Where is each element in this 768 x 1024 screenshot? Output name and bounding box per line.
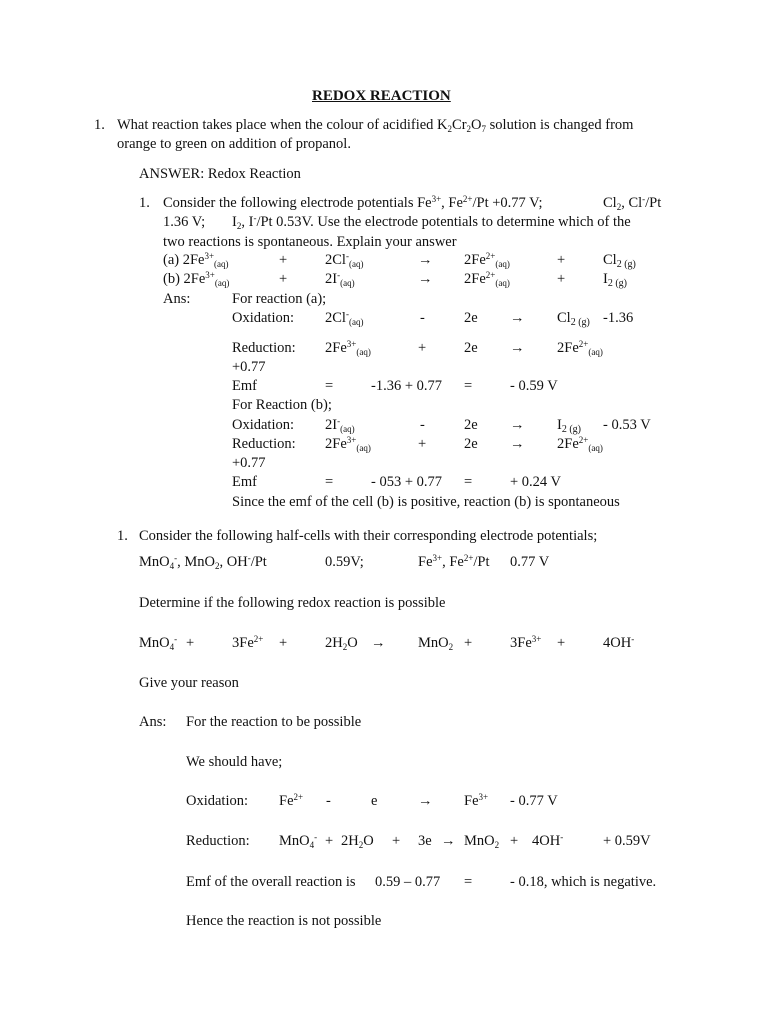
reduction-product-1: MnO$_2$ (464, 833, 500, 850)
oxidation-a-species: $2Cl^-_{(aq)}$ (325, 309, 364, 327)
plus-sign: + (464, 635, 473, 651)
equals-sign: = (325, 474, 334, 490)
conclusion-2: Hence the reaction is not possible (186, 913, 382, 929)
half-cell-1: MnO$_4$-, MnO$_2$, OH-/Pt (139, 553, 267, 571)
arrow-icon: → (441, 833, 456, 849)
emf-text: Emf of the overall reaction is (186, 874, 356, 890)
reaction-b-reactant-1: (b) $2Fe^{3+}_{(aq)}$ (163, 270, 230, 288)
chlorine-couple: $Cl_2$, Cl-/Pt (603, 194, 662, 212)
overall-product-1: MnO$_2$ (418, 635, 454, 652)
minus-sign: - (420, 417, 425, 433)
plus-sign: + (279, 635, 288, 651)
for-reaction-b: For Reaction (b); (232, 397, 332, 413)
sub-question-number: 1. (139, 195, 150, 211)
sub-question-line-2a: 1.36 V; (163, 214, 206, 230)
equals-sign: = (464, 378, 473, 394)
arrow-icon: → (510, 340, 525, 356)
emf-a-result: - 0.59 V (510, 378, 558, 394)
electrons: 2e (464, 310, 478, 326)
plus-sign: + (557, 635, 566, 651)
overall-product-3: 4OH- (603, 634, 635, 651)
oxidation-a-potential: -1.36 (603, 310, 634, 326)
reduction-a-potential: +0.77 (232, 359, 266, 375)
oxidation-product: $Fe^{3+}$ (464, 792, 489, 809)
plus-sign: + (510, 833, 519, 849)
oxidation-species: $Fe^{2+}$ (279, 792, 304, 809)
overall-product-2: $3Fe^{3+}$ (510, 634, 542, 651)
plus-sign: + (279, 252, 288, 268)
question-number: 1. (94, 117, 105, 133)
emf-a-calculation: -1.36 + 0.77 (371, 378, 443, 394)
emf-calculation: 0.59 – 0.77 (375, 874, 441, 890)
section-2-intro: Consider the following half-cells with their corresponding electrode potentials; (139, 528, 598, 544)
oxidation-label: Oxidation: (232, 417, 295, 433)
plus-sign: + (186, 635, 195, 651)
arrow-icon: → (510, 436, 525, 452)
reaction-b-product-2: $I_{2 (g)}$ (603, 271, 628, 289)
emf-label: Emf (232, 378, 257, 394)
plus-sign: + (325, 833, 334, 849)
reduction-potential: + 0.59V (603, 833, 651, 849)
ans-label: Ans: (163, 291, 191, 307)
for-possible: For the reaction to be possible (186, 714, 362, 730)
plus-sign: + (557, 252, 566, 268)
oxidation-b-product: $I_{2 (g)}$ (557, 417, 582, 435)
half-cell-2-potential: 0.77 V (510, 554, 550, 570)
reduction-product-2: 4OH- (532, 832, 564, 849)
electrons: 2e (464, 417, 478, 433)
determine-line: Determine if the following redox reaction is possible (139, 595, 446, 611)
reduction-water: $2H_2O$ (341, 833, 374, 850)
emf-result: - 0.18, which is negative. (510, 874, 657, 890)
question-line-1: What reaction takes place when the colour of acidified $K_2Cr_2O_7$ solution is changed from (117, 117, 634, 134)
emf-label: Emf (232, 474, 257, 490)
oxidation-b-species: $2I^-_{(aq)}$ (325, 416, 355, 434)
reduction-b-species: $2Fe^{3+}_{(aq)}$ (325, 435, 371, 453)
equals-sign: = (325, 378, 334, 394)
answer-line: ANSWER: Redox Reaction (139, 166, 301, 182)
for-reaction-a: For reaction (a); (232, 291, 327, 307)
reaction-b-reactant-2: $2I^-_{(aq)}$ (325, 270, 355, 288)
electrons: 2e (464, 436, 478, 452)
reduction-label: Reduction: (232, 340, 296, 356)
overall-reactant-3: $2H_2O$ (325, 635, 358, 652)
sub-question-line-2b: $I_2$, I-/Pt 0.53V. Use the electrode potentials to determine which of the (232, 213, 631, 231)
plus-sign: + (279, 271, 288, 287)
reaction-a-product-1: $2Fe^{2+}_{(aq)}$ (464, 251, 510, 269)
reaction-a-reactant-1: (a) $2Fe^{3+}_{(aq)}$ (163, 251, 229, 269)
arrow-icon: → (371, 635, 386, 651)
minus-sign: - (420, 310, 425, 326)
reaction-b-product-1: $2Fe^{2+}_{(aq)}$ (464, 270, 510, 288)
sub-question-number: 1. (117, 528, 128, 544)
reduction-species: MnO$_4$- (279, 832, 318, 850)
reduction-b-product: $2Fe^{2+}_{(aq)}$ (557, 435, 603, 453)
reaction-a-product-2: $Cl_{2 (g)}$ (603, 252, 636, 270)
reduction-a-product: $2Fe^{2+}_{(aq)}$ (557, 339, 603, 357)
emf-b-calculation: - 053 + 0.77 (371, 474, 443, 490)
reaction-a-reactant-2: $2Cl^-_{(aq)}$ (325, 251, 364, 269)
electrons: 3e (418, 833, 432, 849)
oxidation-potential: - 0.77 V (510, 793, 558, 809)
half-cell-1-potential: 0.59V; (325, 554, 364, 570)
electron: e (371, 793, 378, 809)
plus-sign: + (418, 340, 427, 356)
arrow-icon: → (418, 271, 433, 287)
emf-b-result: + 0.24 V (510, 474, 562, 490)
oxidation-label: Oxidation: (232, 310, 295, 326)
plus-sign: + (418, 436, 427, 452)
oxidation-b-potential: - 0.53 V (603, 417, 651, 433)
give-reason: Give your reason (139, 675, 239, 691)
sub-question-line-1: Consider the following electrode potentials $Fe^{3+}$, $Fe^{2+}/Pt +0.77$ V; (163, 194, 543, 211)
arrow-icon: → (510, 310, 525, 326)
overall-reactant-2: $3Fe^{2+}$ (232, 634, 264, 651)
conclusion-1: Since the emf of the cell (b) is positive, reaction (b) is spontaneous (232, 494, 620, 510)
electrons: 2e (464, 340, 478, 356)
sub-question-line-3: two reactions is spontaneous. Explain your answer (163, 234, 457, 250)
arrow-icon: → (418, 793, 433, 809)
page-title: REDOX REACTION (312, 88, 451, 104)
question-line-2: orange to green on addition of propanol. (117, 136, 351, 152)
reduction-b-potential: +0.77 (232, 455, 266, 471)
minus-sign: - (326, 793, 331, 809)
reduction-a-species: $2Fe^{3+}_{(aq)}$ (325, 339, 371, 357)
equals-sign: = (464, 874, 473, 890)
half-cell-2: $Fe^{3+}$, $Fe^{2+}/Pt$ (418, 553, 490, 570)
oxidation-a-product: $Cl_{2 (g)}$ (557, 310, 590, 328)
ans-label: Ans: (139, 714, 167, 730)
plus-sign: + (557, 271, 566, 287)
reduction-label: Reduction: (186, 833, 250, 849)
arrow-icon: → (418, 252, 433, 268)
reduction-label: Reduction: (232, 436, 296, 452)
equals-sign: = (464, 474, 473, 490)
should-have: We should have; (186, 754, 283, 770)
arrow-icon: → (510, 417, 525, 433)
overall-reactant-1: MnO$_4$- (139, 634, 178, 652)
oxidation-label: Oxidation: (186, 793, 249, 809)
plus-sign: + (392, 833, 401, 849)
